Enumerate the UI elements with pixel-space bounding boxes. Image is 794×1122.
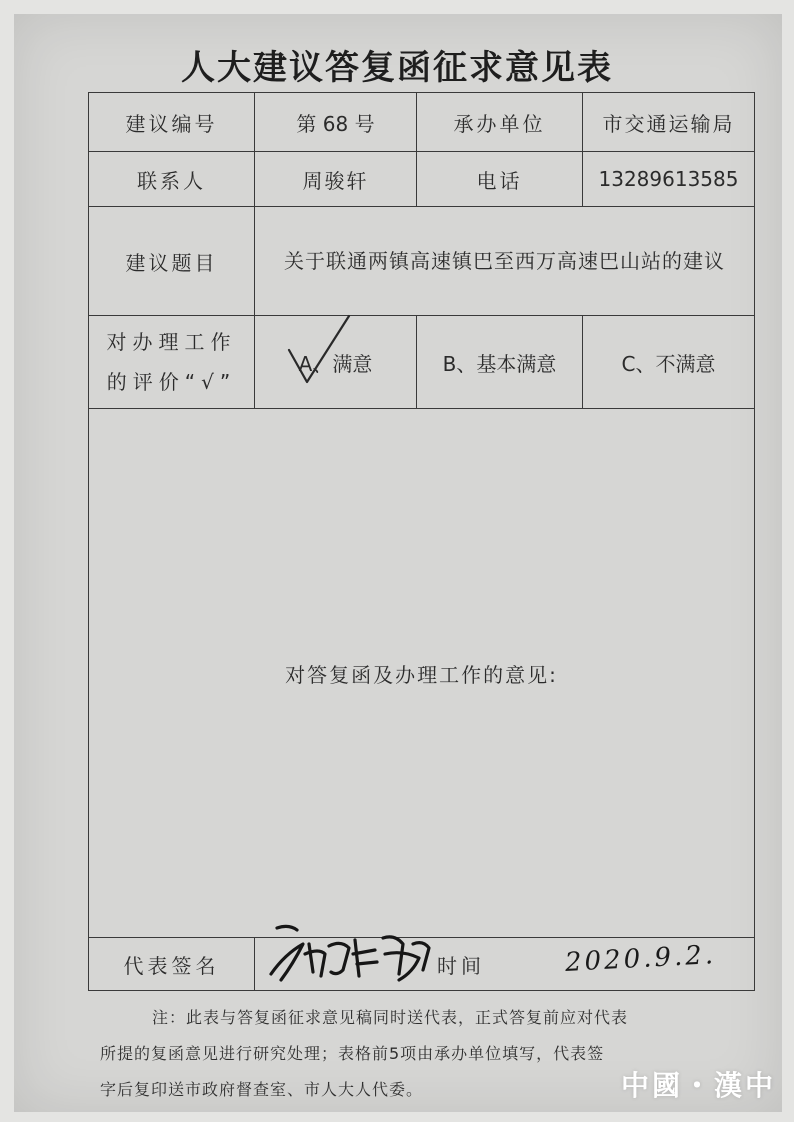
feedback-form-table	[88, 92, 755, 991]
footnote-line1: 注：此表与答复函征求意见稿同时送代表，正式答复前应对代表	[152, 1008, 629, 1027]
watermark-text: 中國・漢中	[620, 1069, 776, 1102]
time-label: 时间	[437, 954, 485, 978]
handwritten-signature-icon	[263, 914, 443, 994]
option-c-label: C、不满意	[621, 351, 716, 376]
rating-label-line1: 对办理工作	[106, 330, 237, 354]
signature-area[interactable]	[255, 938, 755, 991]
topic-value: 关于联通两镇高速镇巴至西万高速巴山站的建议	[255, 207, 755, 316]
footnote-line2: 所提的复函意见进行研究处理；表格前5项由承办单位填写，代表签	[100, 1044, 605, 1063]
checkmark-icon	[277, 310, 357, 390]
rating-label-line2: 的评价“√”	[106, 370, 237, 394]
option-a-cell[interactable]	[255, 316, 417, 409]
footnote-line3: 字后复印送市政府督查室、市人大人代委。	[100, 1080, 424, 1099]
handwritten-date: 2020.9.2.	[564, 940, 717, 978]
option-a-label: A、满意	[298, 351, 373, 376]
topic-label: 建议题目	[89, 207, 255, 316]
contact-label: 联系人	[89, 152, 255, 207]
handler-unit-value: 市交通运输局	[583, 93, 755, 152]
phone-label: 电话	[417, 152, 583, 207]
form-title: 人大建议答复函征求意见表	[181, 48, 613, 88]
option-c-cell[interactable]	[583, 316, 755, 409]
option-b-label: B、基本满意	[442, 351, 557, 376]
phone-value: 13289613585	[583, 152, 755, 207]
signature-label: 代表签名	[89, 938, 255, 991]
rating-label	[89, 316, 255, 409]
handler-unit-label: 承办单位	[417, 93, 583, 152]
option-b-cell[interactable]	[417, 316, 583, 409]
proposal-number-label: 建议编号	[89, 93, 255, 152]
opinion-label: 对答复函及办理工作的意见:	[285, 662, 558, 687]
contact-value: 周骏轩	[255, 152, 417, 207]
opinion-area[interactable]	[89, 409, 755, 938]
proposal-number-value: 第 68 号	[255, 93, 417, 152]
